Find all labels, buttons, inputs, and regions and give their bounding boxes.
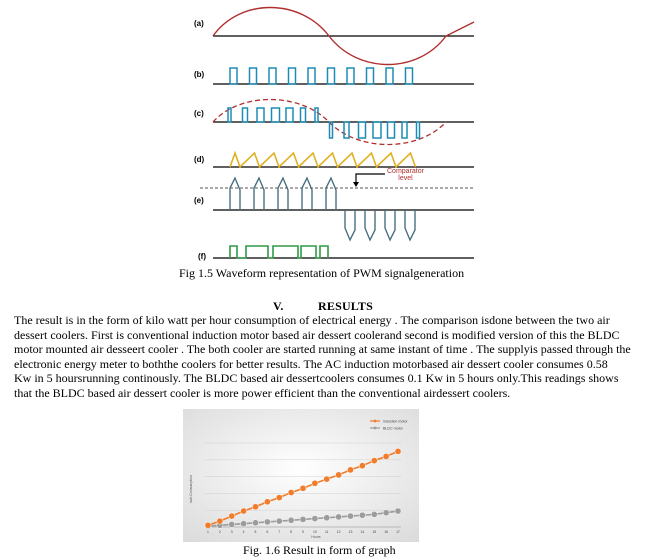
comparator-label bbox=[387, 168, 424, 182]
comparator-pulse-e bbox=[365, 210, 375, 240]
x-tick-label: 5 bbox=[254, 530, 257, 534]
pulse-c bbox=[373, 122, 381, 138]
waveform-label-d: (d) bbox=[194, 155, 205, 164]
data-point bbox=[371, 458, 377, 464]
waveform-label-e: (e) bbox=[194, 196, 204, 205]
x-tick-label: 2 bbox=[218, 530, 221, 534]
pulse-c bbox=[388, 122, 395, 138]
data-point bbox=[324, 515, 330, 521]
paragraph-line: dessert coolers. First is conventional induction motor based air dessert coolerand second is modified version of this the BLDC bbox=[14, 327, 620, 342]
x-tick-label: 1 bbox=[207, 530, 209, 534]
legend-label: induction motor bbox=[383, 419, 408, 424]
data-point bbox=[312, 480, 318, 486]
data-point bbox=[229, 513, 235, 519]
pulse-b bbox=[289, 68, 296, 84]
comparator-pulse-e bbox=[302, 178, 312, 210]
pulse-b bbox=[386, 68, 393, 84]
pulse-c bbox=[286, 108, 293, 122]
comparator-pulse-e bbox=[230, 178, 240, 210]
pulse-c bbox=[301, 108, 306, 122]
waveform-label-c: (c) bbox=[194, 109, 204, 118]
data-point bbox=[252, 504, 258, 510]
section-number: V. bbox=[273, 299, 284, 313]
x-tick-label: 14 bbox=[360, 530, 365, 534]
pulse-c bbox=[402, 122, 407, 138]
pulse-b bbox=[328, 68, 335, 84]
x-tick-label: 4 bbox=[242, 530, 245, 534]
result-chart-svg bbox=[183, 409, 419, 542]
pulse-b bbox=[308, 68, 315, 84]
x-tick-label: 6 bbox=[266, 530, 269, 534]
data-point bbox=[312, 516, 318, 522]
waveform-label-b: (b) bbox=[194, 70, 205, 79]
data-point bbox=[383, 453, 389, 459]
data-point bbox=[395, 508, 401, 514]
paragraph-line: The result is in the form of kilo watt per hour consumption of electrical energy . The comparison isdone between the two air bbox=[14, 313, 610, 327]
waveform-label-a: (a) bbox=[194, 19, 204, 28]
paragraph-line: motor mounted air desseert cooler . The both cooler are started running at same instant of time . The supplyis passed through the bbox=[14, 342, 631, 357]
x-tick-label: 12 bbox=[336, 530, 341, 534]
fig15-caption: Fig 1.5 Waveform representation of PWM signalgeneration bbox=[179, 266, 465, 280]
pulse-b bbox=[269, 68, 276, 84]
paragraph-line: that the BLDC based air dessert cooler is more power efficient than the conventional airdessert coolers. bbox=[14, 385, 511, 400]
y-axis-label: kwh Consumption bbox=[189, 475, 193, 503]
pulse-b bbox=[406, 68, 413, 84]
x-tick-label: 17 bbox=[396, 530, 400, 534]
legend-marker bbox=[374, 427, 377, 430]
pulse-b bbox=[347, 68, 354, 84]
x-tick-label: 8 bbox=[290, 530, 293, 534]
pulse-c bbox=[315, 108, 318, 122]
pulse-c bbox=[272, 108, 280, 122]
pulse-c bbox=[228, 108, 231, 122]
pulse-c bbox=[359, 122, 366, 138]
data-point bbox=[371, 511, 377, 517]
section-title: RESULTS bbox=[318, 299, 373, 313]
data-point bbox=[383, 510, 389, 516]
data-point bbox=[347, 513, 353, 519]
comparator-pulse-e bbox=[345, 210, 355, 240]
comparator-label-line2: level bbox=[398, 175, 413, 182]
pulse-c bbox=[243, 108, 248, 122]
pulse-b bbox=[367, 68, 374, 84]
comparator-label-line1: Comparator bbox=[387, 168, 424, 175]
comparator-pulse-e bbox=[326, 178, 336, 210]
data-point bbox=[288, 489, 294, 495]
paragraph-line: Kw in 5 hoursrunning continously. The BLDC based air dessertcoolers consumes 0.1 Kw in 5 hours only.This readings shows bbox=[14, 371, 619, 386]
data-point bbox=[217, 518, 223, 524]
data-point bbox=[359, 512, 365, 518]
legend-label: BLDC motor bbox=[383, 426, 403, 431]
x-tick-label: 9 bbox=[302, 530, 304, 534]
x-tick-label: 16 bbox=[384, 530, 389, 534]
result-chart bbox=[183, 409, 419, 542]
data-point bbox=[324, 476, 330, 482]
pulse-train-c bbox=[228, 108, 420, 138]
x-tick-label: 10 bbox=[312, 530, 317, 534]
pulse-c bbox=[344, 122, 349, 138]
data-point bbox=[264, 519, 270, 525]
data-point bbox=[276, 495, 282, 501]
data-point bbox=[229, 521, 235, 527]
comparator-pulse-e bbox=[278, 178, 288, 210]
pulse-train-b bbox=[230, 68, 413, 84]
data-point bbox=[359, 463, 365, 469]
pwm-waveform-svg bbox=[0, 0, 645, 268]
data-point bbox=[252, 520, 258, 526]
comparator-arrow-icon bbox=[356, 174, 385, 184]
fig16-caption: Fig. 1.6 Result in form of graph bbox=[243, 543, 396, 557]
x-tick-label: 3 bbox=[230, 530, 233, 534]
comparator-pulse-e bbox=[254, 178, 264, 210]
data-point bbox=[276, 518, 282, 524]
data-point bbox=[336, 472, 342, 478]
results-paragraph bbox=[14, 313, 634, 401]
paragraph-line: electronic energy meter to boththe coolers for better results. The AC induction motorbased air dessert cooler consumes 0.58 bbox=[14, 356, 608, 371]
data-point bbox=[264, 499, 270, 505]
x-axis-label: Hours bbox=[311, 535, 321, 539]
data-point bbox=[288, 517, 294, 523]
x-tick-label: 11 bbox=[324, 530, 329, 534]
pulse-c bbox=[257, 108, 264, 122]
data-point bbox=[300, 516, 306, 522]
legend-marker bbox=[374, 420, 377, 423]
data-point bbox=[336, 514, 342, 520]
data-point bbox=[395, 448, 401, 454]
data-point bbox=[241, 508, 247, 514]
pulse-b bbox=[250, 68, 257, 84]
waveform-label-f: (f) bbox=[198, 252, 206, 261]
comparator-waveform-e bbox=[230, 178, 415, 240]
pwm-output-f bbox=[230, 246, 328, 258]
data-point bbox=[241, 521, 247, 527]
data-point bbox=[205, 522, 211, 528]
data-point bbox=[300, 485, 306, 491]
pulse-c bbox=[417, 122, 420, 138]
x-tick-label: 15 bbox=[372, 530, 377, 534]
triangle-wave-d bbox=[230, 153, 416, 167]
x-tick-label: 7 bbox=[278, 530, 281, 534]
comparator-pulse-e bbox=[385, 210, 395, 240]
pulse-b bbox=[230, 68, 237, 84]
comparator-pulse-e bbox=[405, 210, 415, 240]
x-tick-label: 13 bbox=[348, 530, 353, 534]
data-point bbox=[347, 467, 353, 473]
